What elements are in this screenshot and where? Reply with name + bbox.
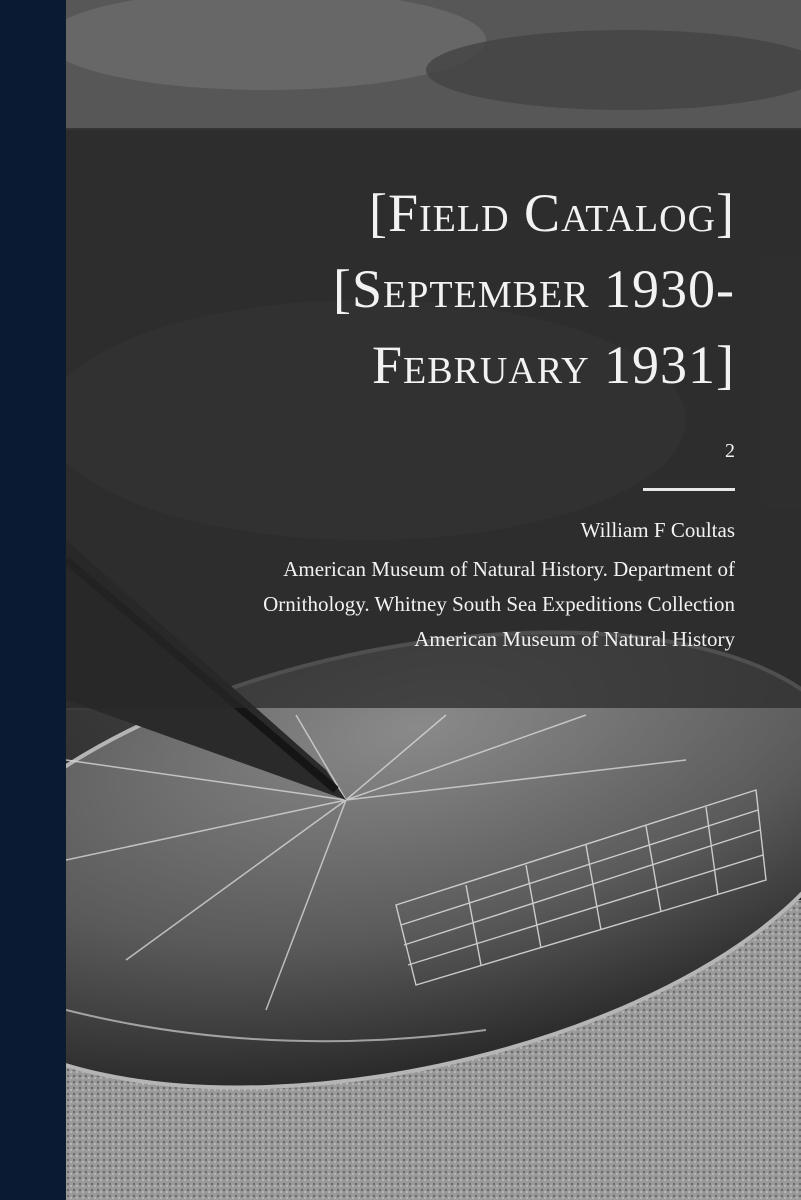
contributors <box>95 552 735 657</box>
book-title <box>95 175 735 403</box>
title-line: [Field Catalog] <box>369 183 735 243</box>
contributor-line: American Museum of Natural History <box>414 627 735 651</box>
title-line: February 1931] <box>372 335 735 395</box>
contributor-line: Ornithology. Whitney South Sea Expeditions Collection <box>263 592 735 616</box>
author-name: William F Coultas <box>580 518 735 542</box>
volume-number: 2 <box>725 440 735 462</box>
contributor-line: American Museum of Natural History. Department of <box>283 557 735 581</box>
cover-spine <box>0 0 66 1200</box>
divider-rule <box>643 488 735 491</box>
title-line: [September 1930- <box>333 259 735 319</box>
